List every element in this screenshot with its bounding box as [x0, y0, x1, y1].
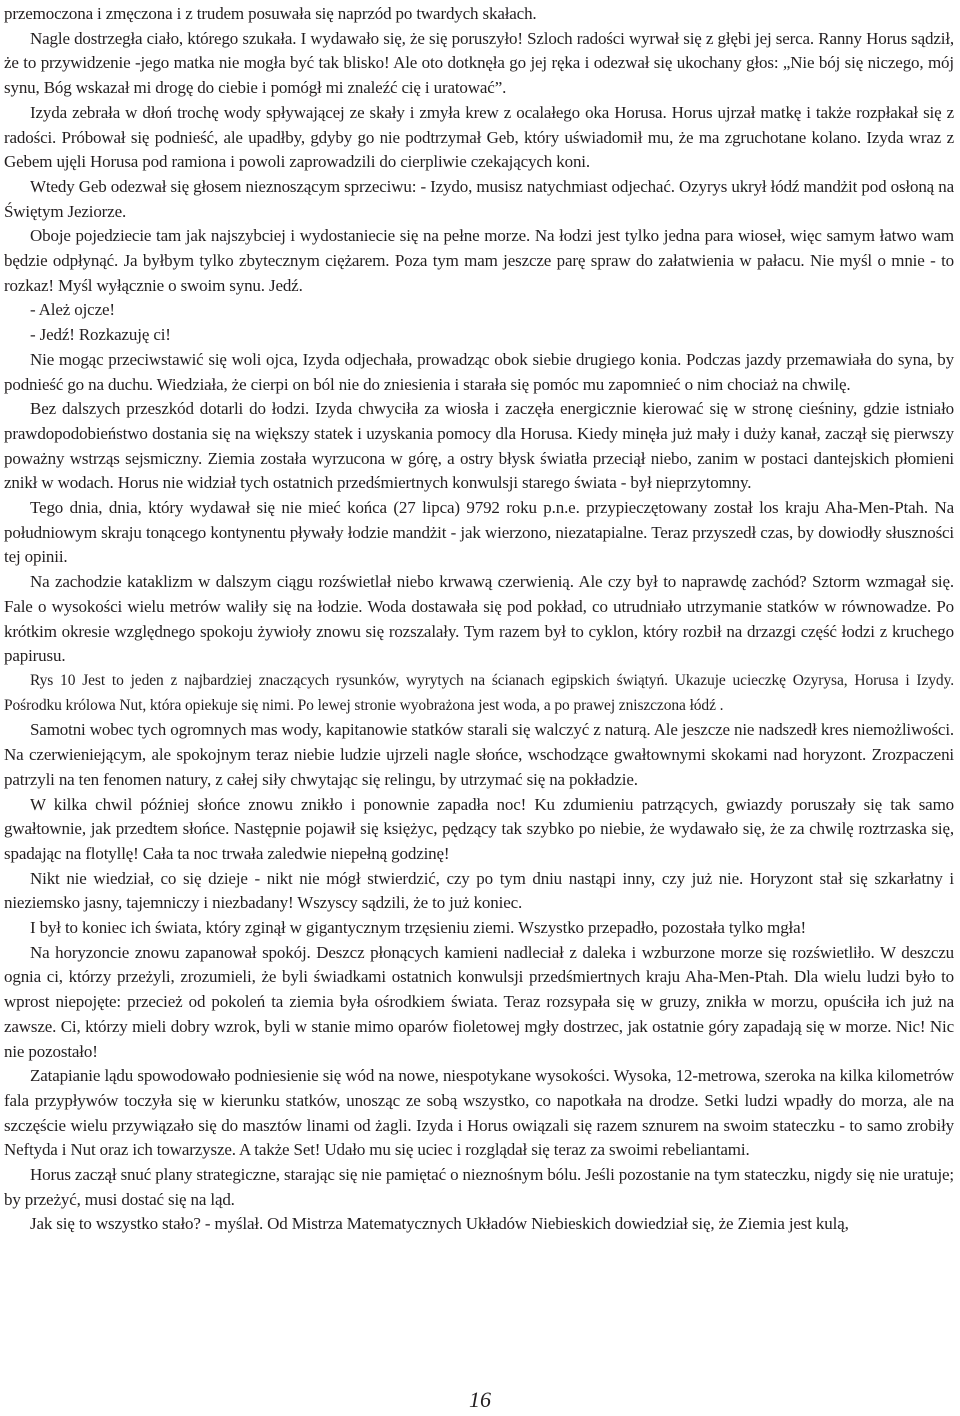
- paragraph: Samotni wobec tych ogromnych mas wody, kapitanowie statków starali się walczyć z naturą. Ale jeszcze nie nadszedł kres niemożliwości. Na czerwieniejącym, ale spokojnym teraz niebie ludzie ujrzeli nagle słońce, wschodzące gwałtownymi skokami nad horyzont. Zrozpaczeni patrzyli na ten fenomen natury, z całej siły chwytając się relingu, by utrzymać się na pokładzie.: [4, 720, 954, 789]
- page-body: [4, 2, 954, 1237]
- paragraph: Izyda zebrała w dłoń trochę wody spływającej ze skały i zmyła krew z ocalałego oka Horusa. Horus ujrzał matkę i także rozpłakał się z radości. Próbował się podnieść, ale upadłby, gdyby go nie podtrzymał Geb, który uświadomił mu, że ma zgruchotane kolano. Izyda wraz z Gebem ujęli Horusa pod ramiona i powoli zaprowadzili do cierpliwie czekających koni.: [4, 102, 954, 172]
- paragraph: Na zachodzie kataklizm w dalszym ciągu rozświetlał niebo krwawą czerwienią. Ale czy był to naprawdę zachód? Sztorm wzmagał się. Fale o wysokości wielu metrów waliły się na łodzie. Woda dostawała się pod pokład, co utrudniało utrzymanie statków w równowadze. Po krótkim okresie względnego spokoju żywioły znowu się rozszalały. Tym razem był to cyklon, który rozbił na drzazgi część łodzi z kruchego papirusu.: [4, 572, 954, 666]
- dialogue-line: - Jedź! Rozkazuję ci!: [30, 325, 171, 345]
- paragraph: Oboje pojedziecie tam jak najszybciej i wydostaniecie się na pełne morze. Na łodzi jest tylko jedna para wioseł, więc samym łatwo wam będzie odpłynąć. Ja byłbym tylko zbytecznym ciężarem. Poza tym mam jeszcze parę spraw do załatwienia w pałacu. Nie myśl o mnie - to rozkaz! Myśl wyłącznie o swoim synu. Jedź.: [4, 226, 954, 295]
- paragraph: Zatapianie lądu spowodowało podniesienie się wód na nowe, niespotykane wysokości. Wysoka, 12-metrowa, szeroka na kilka kilometrów fala przypływów toczyła się w kierunku statków, unosząc ze sobą wszystko, co napotkała na drodze. Setki ludzi wpadły do morza, ale na szczęście wielu przywiązało się do masztów linami od żagli. Izyda i Horus owiązali się razem sznurem na swoim stateczku - to samo zrobiły Neftyda i Nut oraz ich towarzysze. A także Set! Udało mu się uciec i rozglądał się teraz za swoimi rebeliantami.: [4, 1066, 954, 1160]
- paragraph: Tego dnia, dnia, który wydawał się nie mieć końca (27 lipca) 9792 roku p.n.e. przypieczętowany został los kraju Aha-Men-Ptah. Na południowym skraju tonącego kontynentu pływały łodzie mandżit - jak wierzono, niezatapialne. Teraz przyszedł czas, by dowiodły słuszności tej opinii.: [4, 498, 954, 567]
- figure-caption: Rys 10 Jest to jeden z najbardziej znaczących rysunków, wyrytych na ścianach egipskich świątyń. Ukazuje ucieczkę Ozyrysa, Horusa i Izydy. Pośrodku królowa Nut, która opiekuje się nimi. Po lewej stronie wyobrażona jest woda, a po prawej zniszczona łódź .: [4, 671, 954, 714]
- paragraph: I był to koniec ich świata, który zginął w gigantycznym trzęsieniu ziemi. Wszystko przepadło, pozostała tylko mgła!: [30, 918, 807, 938]
- paragraph: Jak się to wszystko stało? - myślał. Od Mistrza Matematycznych Układów Niebieskich dowiedział się, że Ziemia jest kulą,: [30, 1214, 849, 1234]
- paragraph: W kilka chwil później słońce znowu znikło i ponownie zapadła noc! Ku zdumieniu patrzących, gwiazdy poruszały się tak samo gwałtownie, jak przedtem słońce. Następnie pojawił się księżyc, pędzący tak szybko po niebie, że wydawało się, że za chwilę roztrzaska się, spadając na flotyllę! Cała ta noc trwała zaledwie niepełną godzinę!: [4, 794, 954, 863]
- page-number: 16: [469, 1387, 491, 1412]
- paragraph: Bez dalszych przeszkód dotarli do łodzi. Izyda chwyciła za wiosła i zaczęła energicznie kierować się w stronę cieśniny, gdzie istniało prawdopodobieństwo dostania się na większy statek i uzyskania pomocy dla Horusa. Kiedy minęła już mały i duży kanał, zaczął się pierwszy poważny wstrząs sejsmiczny. Ziemia została wyrzucona w górę, a ostry błysk światła przeciął niebo, zanim w postaci dantejskich płomieni znikł w wodach. Horus nie widział tych ostatnich przedśmiertnych konwulsji starego świata - był nieprzytomny.: [4, 399, 954, 493]
- paragraph: Nikt nie wiedział, co się dzieje - nikt nie mógł stwierdzić, czy po tym dniu nastąpi inny, czy już nie. Horyzont stał się szkarłatny i nieziemsko jasny, tajemniczy i niezbadany! Wszyscy sądzili, że to już koniec.: [4, 868, 954, 913]
- paragraph: przemoczona i zmęczona i z trudem posuwała się naprzód po twardych skałach.: [4, 4, 537, 23]
- paragraph: Wtedy Geb odezwał się głosem nieznoszącym sprzeciwu: - Izydo, musisz natychmiast odjechać. Ozyrys ukrył łódź mandżit pod osłoną na Świętym Jeziorze.: [4, 176, 954, 221]
- paragraph: Horus zaczął snuć plany strategiczne, starając się nie pamiętać o nieznośnym bólu. Jeśli pozostanie na tym stateczku, nigdy się nie uratuje; by przeżyć, musi dostać się na ląd.: [4, 1165, 954, 1209]
- paragraph: Nagle dostrzegła ciało, którego szukała. I wydawało się, że się poruszyło! Szloch radości wyrwał się z głębi jej serca. Ranny Horus sądził, że to przywidzenie -jego matka nie mogła być tak blisko! Ale oto dotknęła go jej ręka i odezwał się ukochany głos: „Nie bój się niczego, mój synu, Bóg wskazał mi drogę do ciebie i pomógł mi znaleźć cię i uratować”.: [4, 28, 954, 98]
- paragraph: Na horyzoncie znowu zapanował spokój. Deszcz płonących kamieni nadleciał z daleka i wzburzone morze się rozświetliło. W deszczu ognia ci, którzy przeżyli, zrozumieli, że byli świadkami ostatnich konwulsji przedśmiertnych kraju Aha-Men-Ptah. Dla wielu ludzi było to wprost niepojęte: przecież od pokoleń ta ziemia była ośrodkiem świata. Teraz rozsypała się w gruzy, znikła w morzu, opuściła ich już na zawsze. Ci, którzy mieli dobry wzrok, byli w stanie mimo oparów fioletowej mgły dostrzec, jak ostatnie góry zapadają się w morze. Nic! Nic nie pozostało!: [4, 942, 954, 1061]
- paragraph: Nie mogąc przeciwstawić się woli ojca, Izyda odjechała, prowadząc obok siebie drugiego konia. Podczas jazdy przemawiała do syna, by podnieść go na duchu. Wiedziała, że cierpi on ból nie do zniesienia i starała się pomóc mu zapomnieć o nim chociaż na chwilę.: [4, 349, 954, 394]
- dialogue-line: - Ależ ojcze!: [30, 300, 115, 320]
